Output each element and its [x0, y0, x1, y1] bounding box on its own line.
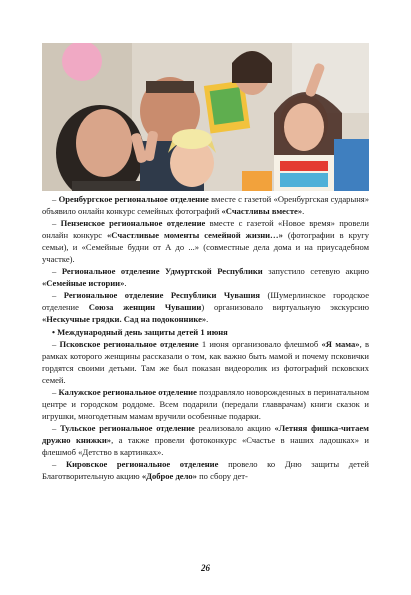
section-heading: • Международный день защиты детей 1 июня: [52, 326, 228, 337]
paragraph: – Тульское региональное отделение реализовало акцию «Летняя фишка-читаем дружно книжки», а также провели фотоконкурс «Счастье в наших ладошках» и флешмоб «Детство в картинках».: [42, 422, 369, 457]
paragraph: – Кировское региональное отделение провело ко Дню защиты детей Благотворительную акцию «Доброе дело» по сбору дет-: [42, 459, 369, 482]
paragraph: – Оренбургское региональное отделение вместе с газетой «Оренбургская сударыня» объявило онлайн конкурс семейных фотографий «Счастливы вместе».: [42, 194, 369, 217]
family-photo: [42, 43, 369, 191]
family-photo-illustration: [42, 43, 369, 191]
paragraph: – Региональное отделение Республики Чувашия (Шумерлинское городское отделение Союза женщин Чувашии) организовало виртуальную экскурсию «Нескучные грядки. Сад на подоконнике».: [42, 290, 370, 325]
page-number: 26: [201, 563, 210, 573]
paragraph: – Калужское региональное отделение поздравляло новорожденных в перинатальном центре и городском роддоме. Всем подарили (передали главврачам) книги сказок и игрушки, многодетным мамам вручили особенные подарки.: [42, 386, 369, 421]
paragraph: – Региональное отделение Удмуртской Республики запустило сетевую акцию «Семейные истории».: [42, 266, 369, 289]
article-text: [42, 193, 369, 482]
paragraph: – Псковское региональное отделение 1 июня организовало флешмоб «Я мама», в рамках которого женщины рассказали о том, как важно быть мамой и почему псковички гордятся своими детьми. Там же был показан видеоролик из фотографий псковских семей.: [42, 338, 370, 385]
paragraph: – Пензенское региональное отделение вместе с газетой «Новое время» провели онлайн конкурс «Счастливые моменты семейной жизни…» (фотографии в кругу семьи), и «Семейные будни от А до ...» (совместные дела дома и на приусадебном участке).: [42, 218, 370, 265]
